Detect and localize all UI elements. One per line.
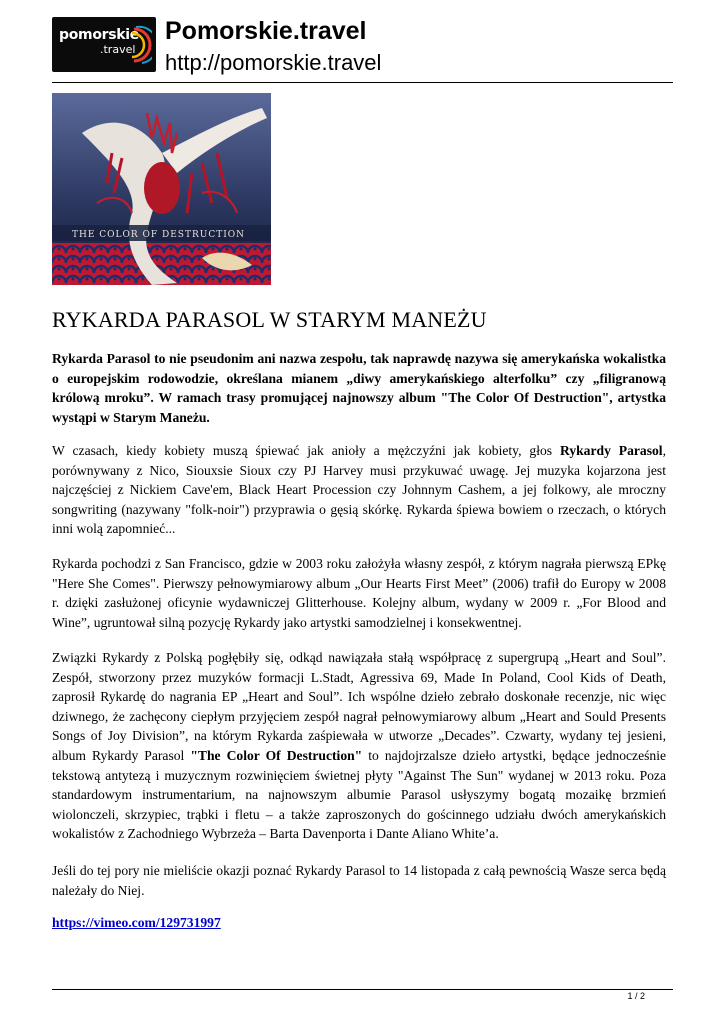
cover-caption: THE COLOR OF DESTRUCTION [72,230,246,240]
article-paragraph [52,648,666,844]
article-title: RYKARDA PARASOL W STARYM MANEŻU [52,307,487,332]
site-url[interactable]: http://pomorskie.travel [165,50,382,75]
site-logo[interactable] [52,17,156,72]
logo-suffix: .travel [100,43,136,56]
page-number: 1 / 2 [627,991,645,1001]
footer-divider [52,989,673,990]
paragraph-text: , porównywany z Nico, Siouxsie Sioux czy PJ Harvey musi przykuwać uwagę. Jej muzyka kojarzona jest najczęściej z Nickiem Cave'em, Black Heart Procession czy Johnnym Cashem, a jej folkowy, ale mroczny songwriting (nazywany "folk-noir") przyprawia o gęsią skórkę. Rykarda śpiewa bowiem o rzeczach, o których inni wolą zapomnieć... [52,443,666,537]
article-paragraph [52,441,666,539]
paragraph-text: W czasach, kiedy kobiety muszą śpiewać jak anioły a mężczyźni jak kobiety, głos [52,443,560,458]
article-paragraph: Rykarda pochodzi z San Francisco, gdzie w 2003 roku założyła własny zespół, z którym nagrała pierwszą EPkę "Here She Comes". Pierwszy pełnowymiarowy album „Our Hearts First Meet” (2006) trafił do Europy w 2008 r. dzięki zasłużonej oficynie wydawniczej Glitterhouse. Kolejny album, wydany w 2009 r. „For Blood and Wine”, ugruntował silną pozycję Rykardy jako artystki samodzielnej i konsekwentnej. [52,556,666,630]
site-title: Pomorskie.travel [165,17,367,45]
logo-ring-icon [130,25,152,65]
article-lead: Rykarda Parasol to nie pseudonim ani nazwa zespołu, tak naprawdę nazywa się amerykańska wokalistka o europejskim rodowodzie, określana mianem „diwy amerykańskiego alterfolku” czy „filigranową królową mroku”. W ramach trasy promującej najnowszy album "The Color Of Destruction", artystka wystąpi w Starym Maneżu. [52,351,666,425]
album-title-emphasis: "The Color Of Destruction" [190,747,363,763]
album-cover-image [52,93,271,285]
logo-wordmark: pomorskie [59,27,139,43]
paragraph-text: to najdojrzalsze dzieło artystki, będące jednocześnie tekstową antytezą i muzycznym rozwinięciem świetnej płyty "Against The Sun" wydanej w 2013 roku. Poza standardowym instrumentarium, na najnowszym albumie Parasol usłyszymy bogatą mozaikę brzmień wiolonczeli, skrzypiec, trąbki i fletu – a także zaproszonych do gościnnego udziału dwóch amerykańskich wokalistów z Zachodniego Wybrzeża – Barta Davenporta i Dante Aliano White’a. [52,747,667,842]
header-divider [52,82,673,83]
artist-name-emphasis: Rykardy Parasol [559,443,663,458]
article-paragraph: Jeśli do tej pory nie mieliście okazji poznać Rykardy Parasol to 14 listopada z całą pewnością Wasze serca będą należały do Niej. [52,863,666,898]
paragraph-text: Związki Rykardy z Polską pogłębiły się, odkąd nawiązała stałą współpracę z supergrupą „Heart and Soul”. Zespół, stworzony przez muzyków formacji L.Stadt, Agressiva 69, Made In Poland, Cool Kids of Death, zaprosił Rykardę do nagrania EP „Heart and Soul”. Ich wspólne dzieło zebrało doskonałe recenzje, nic więc dziwnego, że zachęcony ciepłym przyjęciem zespół nagrał pełnowymiarowy album „Heart and Sould Presents Songs of Joy Division”, na którym Rykarda zaśpiewała w utworze „Decades”. Czwarty, wydany tej jesieni, album Rykardy Parasol [52,650,666,763]
vimeo-link[interactable]: https://vimeo.com/129731997 [52,915,221,930]
